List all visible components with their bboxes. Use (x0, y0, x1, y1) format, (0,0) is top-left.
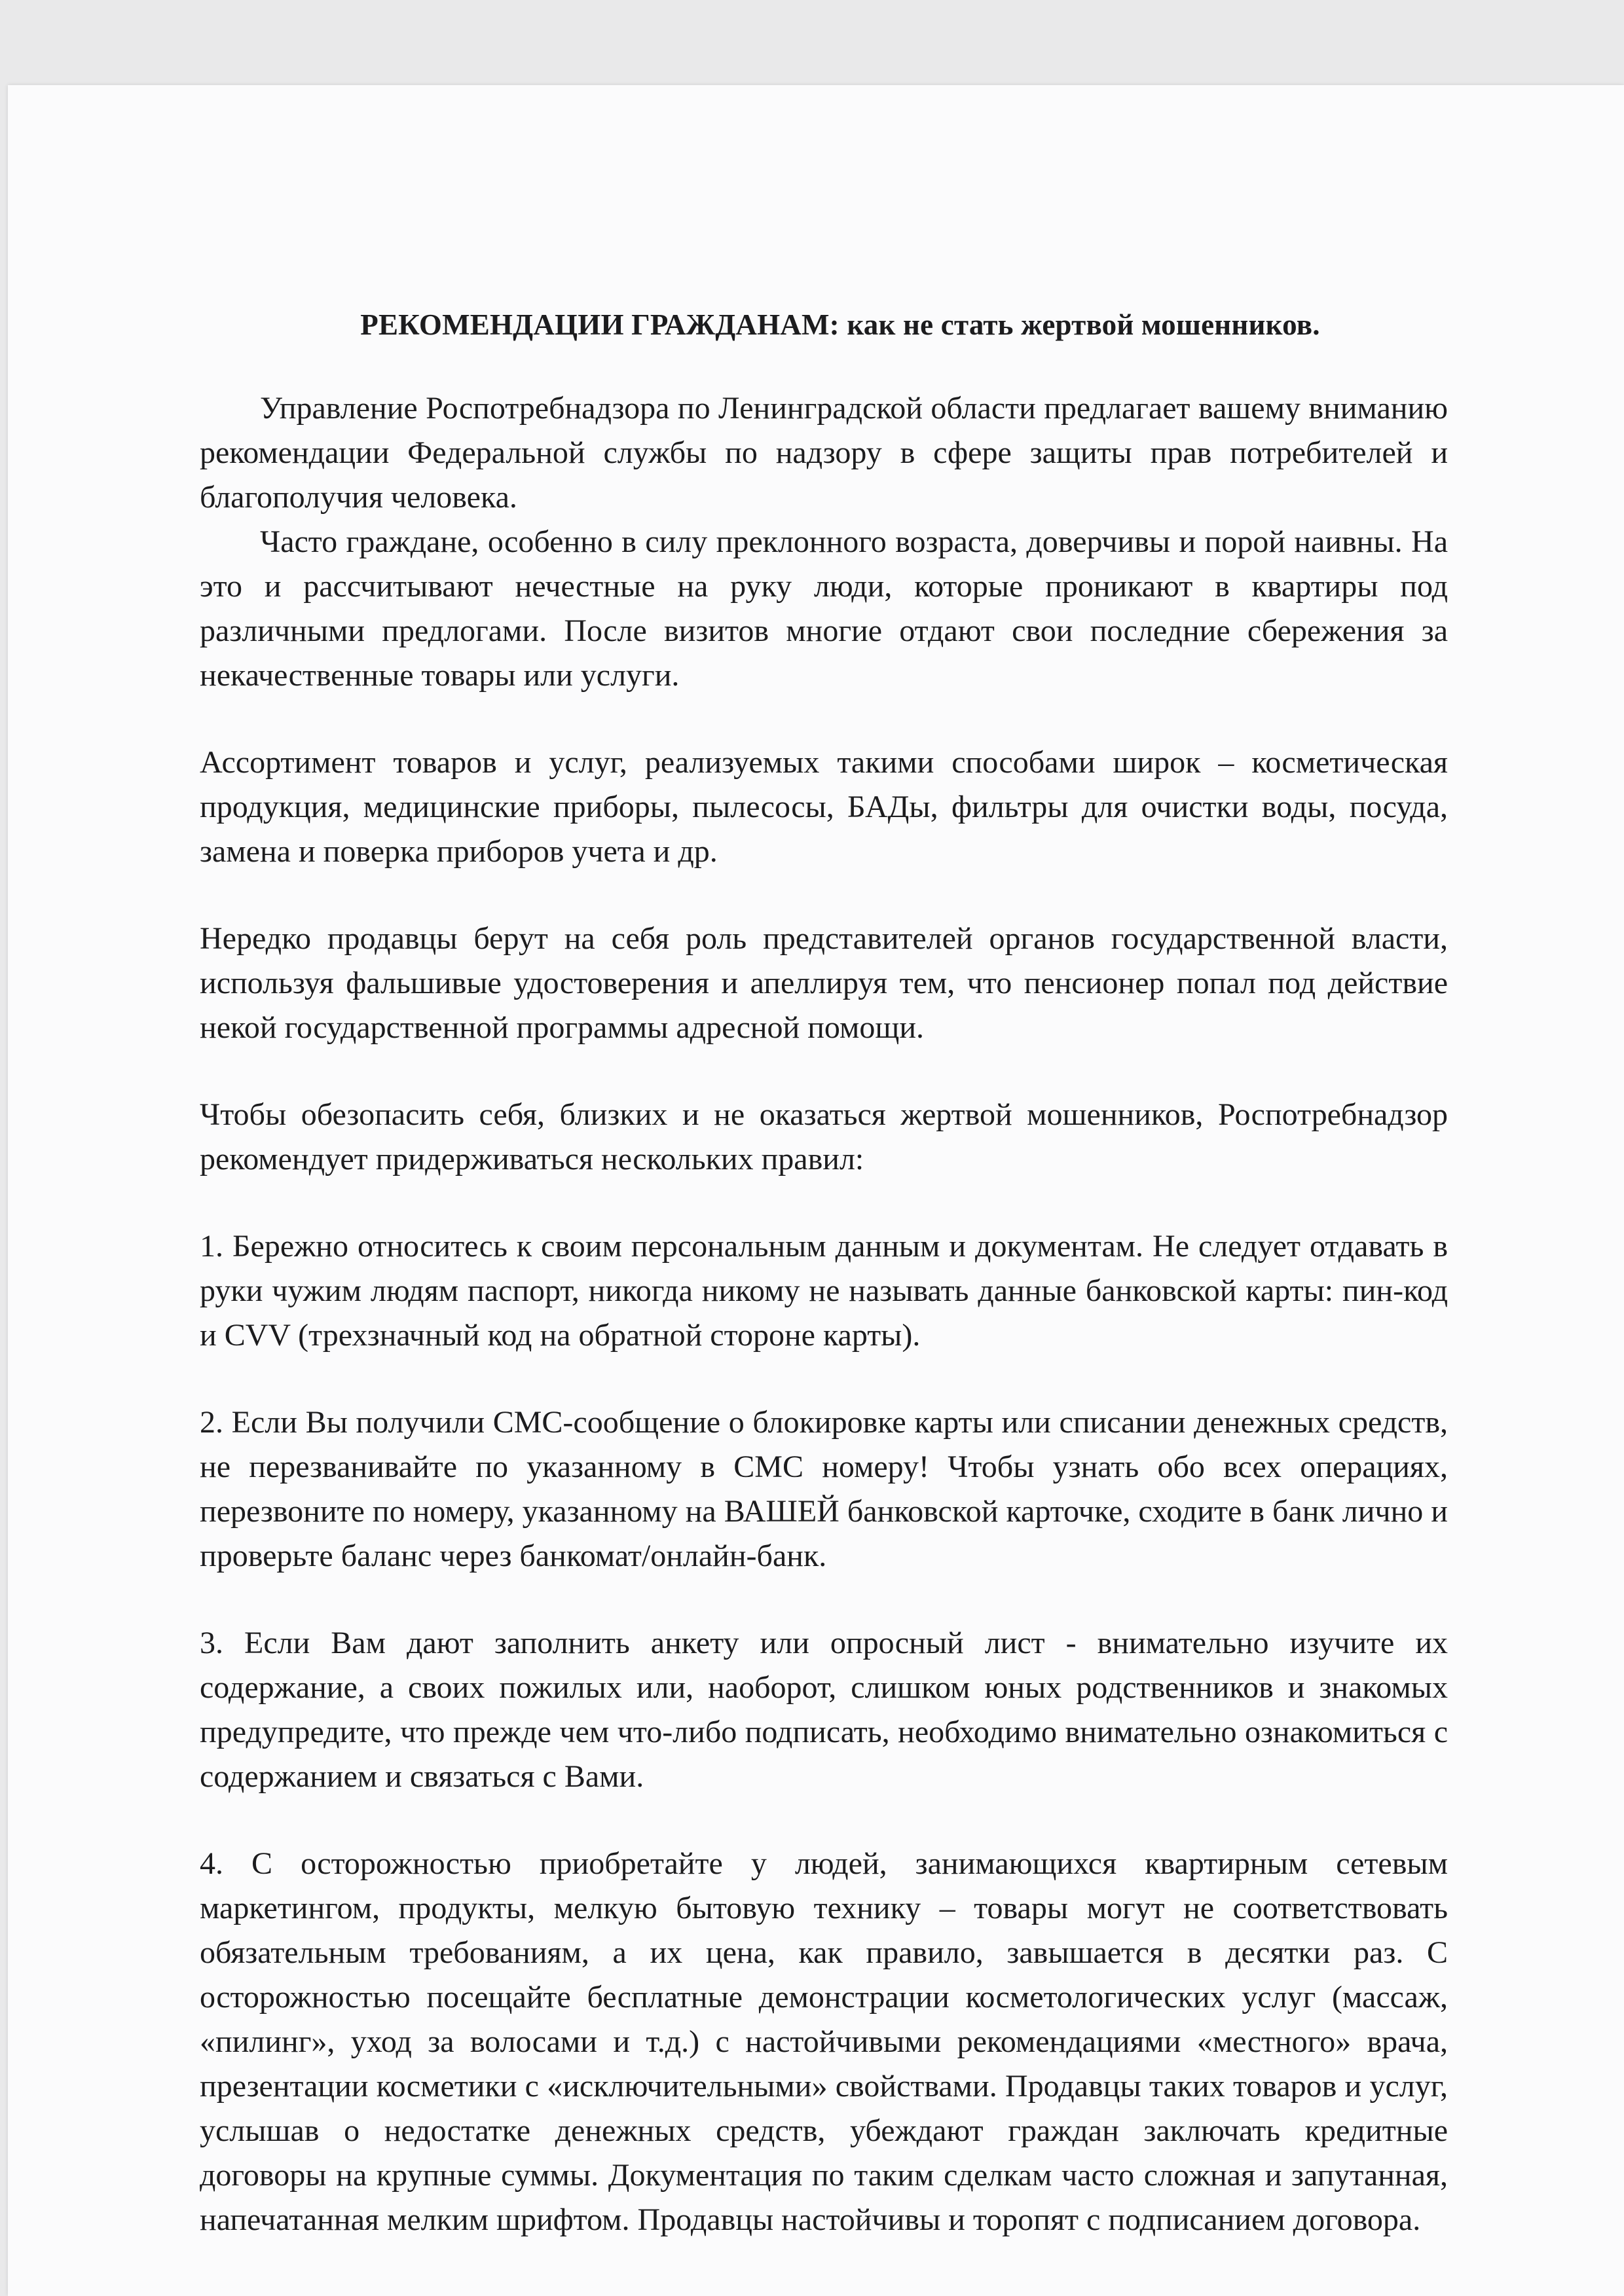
paragraph-intro: Управление Роспотребнадзора по Ленинградской области предлагает вашему вниманию рекомендации Федеральной службы по надзору в сфере защиты прав потребителей и благополучия человека. (200, 391, 1448, 515)
paragraph-fake-officials: Нередко продавцы берут на себя роль представителей органов государственной власти, используя фальшивые удостоверения и апеллируя тем, что пенсионер попал под действие некой государственной программы адресной помощи. (200, 921, 1448, 1045)
rule-item-1: 1. Бережно относитесь к своим персональным данным и документам. Не следует отдавать в руки чужим людям паспорт, никогда никому не называть данные банковской карты: пин-код и CVV (трехзначный код на обратной стороне карты). (200, 1229, 1448, 1353)
paragraph-elderly-trust: Часто граждане, особенно в силу преклонного возраста, доверчивы и порой наивны. На это и рассчитывают нечестные на руку люди, которые проникают в квартиры под различными предлогами. После визитов многие отдают свои последние сбережения за некачественные товары или услуги. (200, 524, 1448, 693)
paragraph-rules-intro: Чтобы обезопасить себя, близких и не оказаться жертвой мошенников, Роспотребнадзор рекомендует придерживаться нескольких правил: (200, 1097, 1448, 1176)
rule-item-3: 3. Если Вам дают заполнить анкету или опросный лист - внимательно изучите их содержание, а своих пожилых или, наоборот, слишком юных родственников и знакомых предупредите, что прежде чем что-либо подписать, необходимо внимательно ознакомиться с содержанием и связаться с Вами. (200, 1626, 1448, 1794)
document-page (8, 85, 1624, 2296)
document-body (200, 302, 1448, 2242)
document-title: РЕКОМЕНДАЦИИ ГРАЖДАНАМ: как не стать жертвой мошенников. (360, 308, 1320, 341)
rule-item-2: 2. Если Вы получили СМС-сообщение о блокировке карты или списании денежных средств, не перезванивайте по указанному в СМС номеру! Чтобы узнать обо всех операциях, перезвоните по номеру, указанному на ВАШЕЙ банковской карточке, сходите в банк лично и проверьте баланс через банкомат/онлайн-банк. (200, 1405, 1448, 1573)
rule-item-4: 4. С осторожностью приобретайте у людей, занимающихся квартирным сетевым маркетингом, продукты, мелкую бытовую технику – товары могут не соответствовать обязательным требованиям, а их цена, как правило, завышается в десятки раз. С осторожностью посещайте бесплатные демонстрации косметологических услуг (массаж, «пилинг», уход за волосами и т.д.) с настойчивыми рекомендациями «местного» врача, презентации косметики с «исключительными» свойствами. Продавцы таких товаров и услуг, услышав о недостатке денежных средств, убеждают граждан заключать кредитные договоры на крупные суммы. Документация по таким сделкам часто сложная и запутанная, напечатанная мелким шрифтом. Продавцы настойчивы и торопят с подписанием договора. (200, 1846, 1448, 2237)
paragraph-assortment: Ассортимент товаров и услуг, реализуемых такими способами широк – косметическая продукция, медицинские приборы, пылесосы, БАДы, фильтры для очистки воды, посуда, замена и поверка приборов учета и др. (200, 745, 1448, 869)
